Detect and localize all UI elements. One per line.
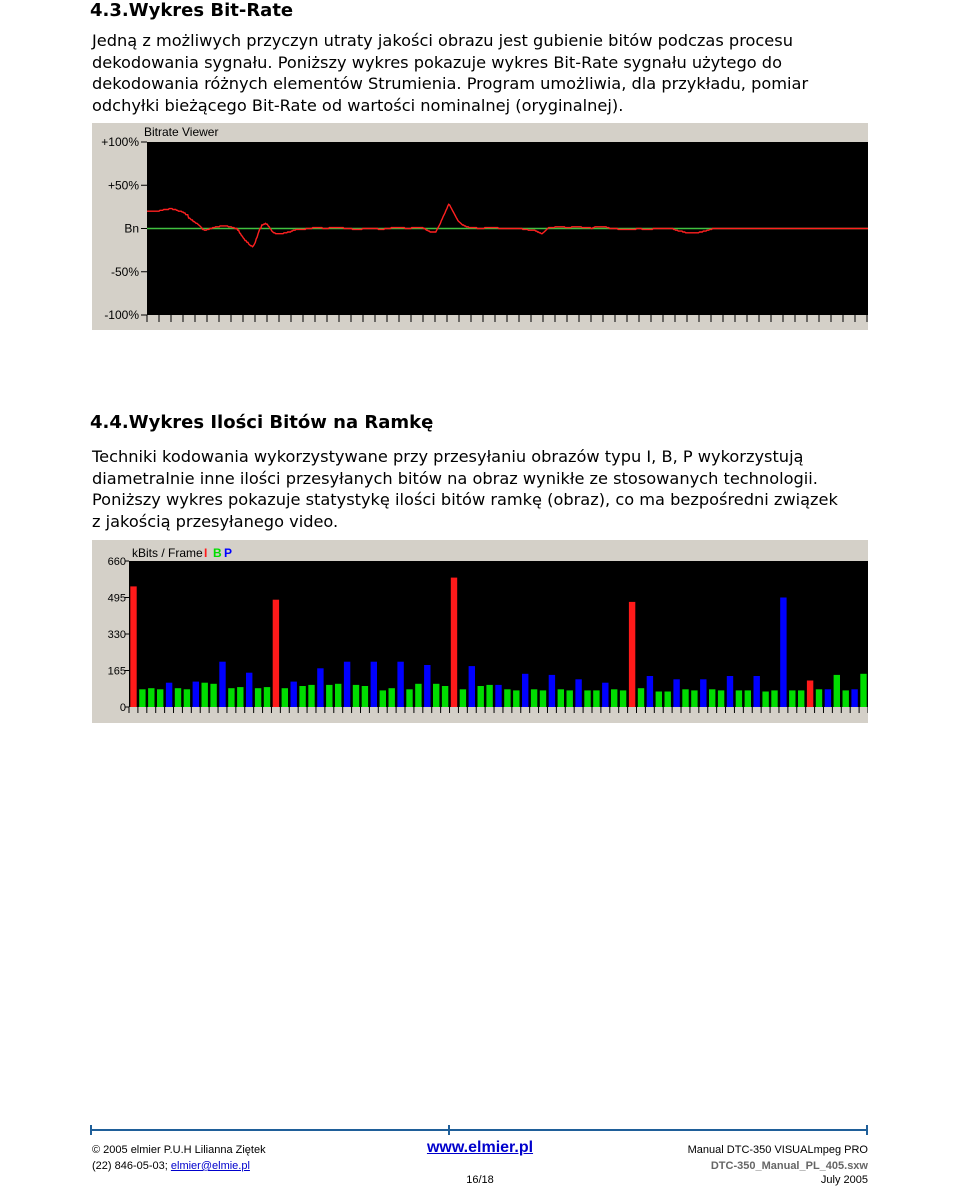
bar-B <box>486 685 492 707</box>
bar-B <box>353 685 359 707</box>
bar-B <box>442 686 448 707</box>
bar-P <box>371 662 377 707</box>
y-tick-label: 330 <box>107 629 126 641</box>
bar-B <box>433 684 439 707</box>
bar-B <box>860 674 866 707</box>
bar-B <box>157 689 163 707</box>
paragraph-bitrate <box>92 30 870 116</box>
y-tick-label: Bn <box>124 221 139 236</box>
bar-B <box>335 684 341 707</box>
bar-P <box>522 674 528 707</box>
bar-B <box>567 690 573 707</box>
y-tick-label: -50% <box>110 264 139 279</box>
bar-P <box>495 685 501 707</box>
bar-B <box>718 690 724 707</box>
footer-contact <box>92 1160 250 1172</box>
bar-B <box>139 689 145 707</box>
footer-rule-tick <box>866 1125 868 1135</box>
bar-P <box>291 682 297 707</box>
footer-manual-title: Manual DTC-350 VISUALmpeg PRO <box>687 1144 868 1156</box>
bar-I <box>273 600 279 707</box>
legend-B: B <box>213 546 222 560</box>
bar-P <box>780 598 786 708</box>
bar-P <box>317 668 323 707</box>
bar-B <box>513 690 519 707</box>
legend-P: P <box>224 546 233 560</box>
y-tick-label: -100% <box>104 308 139 322</box>
bar-B <box>531 689 537 707</box>
bar-I <box>807 681 813 708</box>
bar-B <box>326 685 332 707</box>
bar-B <box>282 688 288 707</box>
paragraph-frame-bits <box>92 446 870 532</box>
paragraph-line: odchyłki bieżącego Bit-Rate od wartości nominalnej (oryginalnej). <box>92 95 624 115</box>
bar-B <box>656 692 662 708</box>
bar-B <box>175 688 181 707</box>
bar-B <box>237 687 243 707</box>
bar-B <box>228 688 234 707</box>
bar-B <box>843 690 849 707</box>
bar-B <box>798 690 804 707</box>
bar-P <box>575 679 581 707</box>
bar-B <box>638 688 644 707</box>
bitrate-chart <box>92 123 868 330</box>
bar-I <box>130 586 136 707</box>
bar-P <box>193 682 199 707</box>
bar-B <box>558 689 564 707</box>
bar-P <box>673 679 679 707</box>
chart-title: Bitrate Viewer <box>144 125 219 139</box>
bar-P <box>397 662 403 707</box>
bar-B <box>264 687 270 707</box>
footer-rule-tick <box>90 1125 92 1135</box>
paragraph-line: dekodowania sygnału. Poniższy wykres pokazuje wykres Bit-Rate sygnału użytego do <box>92 52 782 72</box>
bar-B <box>540 690 546 707</box>
footer-copyright: © 2005 elmier P.U.H Lilianna Ziętek <box>92 1144 266 1156</box>
bar-P <box>469 666 475 707</box>
bar-B <box>771 690 777 707</box>
footer-rule <box>90 1129 868 1131</box>
bar-B <box>202 683 208 707</box>
footer-phone: (22) 846-05-03; <box>92 1160 171 1172</box>
footer-date: July 2005 <box>820 1174 868 1186</box>
bar-B <box>406 689 412 707</box>
bar-B <box>691 690 697 707</box>
paragraph-line: Poniższy wykres pokazuje statystykę ilości bitów ramkę (obraz), co ma bezpośredni związek <box>92 490 838 509</box>
bar-B <box>682 689 688 707</box>
paragraph-line: Jedną z możliwych przyczyn utraty jakości obrazu jest gubienie bitów podczas procesu <box>92 31 793 50</box>
bar-B <box>184 689 190 707</box>
kbits-frame-figure <box>92 540 868 723</box>
footer-file-name: DTC-350_Manual_PL_405.sxw <box>710 1160 868 1172</box>
bar-P <box>700 679 706 707</box>
bar-B <box>620 690 626 707</box>
y-tick-label: 660 <box>107 556 126 568</box>
paragraph-line: dekodowania różnych elementów Strumienia. Program umożliwia, dla przykładu, pomiar <box>92 74 809 93</box>
bar-B <box>415 684 421 707</box>
chart-title: kBits / Frame <box>132 546 203 560</box>
y-tick-label: 0 <box>119 702 126 714</box>
paragraph-line: z jakością przesyłanego video. <box>92 511 339 531</box>
bar-B <box>362 686 368 707</box>
y-tick-label: 495 <box>107 592 126 605</box>
paragraph-line: Techniki kodowania wykorzystywane przy przesyłaniu obrazów typu I, B, P wykorzystują <box>92 447 804 466</box>
bar-B <box>709 689 715 707</box>
bitrate-viewer-figure <box>92 123 868 330</box>
bar-B <box>389 688 395 707</box>
y-tick-label: 165 <box>107 665 126 678</box>
bar-I <box>451 578 457 707</box>
bar-B <box>255 688 261 707</box>
footer-page-number: 16/18 <box>466 1174 494 1186</box>
bar-P <box>166 683 172 707</box>
bar-P <box>246 673 252 707</box>
bar-B <box>593 690 599 707</box>
bar-B <box>584 690 590 707</box>
bar-B <box>816 689 822 707</box>
bar-B <box>789 690 795 707</box>
bar-P <box>344 662 350 707</box>
footer-website-link[interactable]: www.elmier.pl <box>426 1139 534 1156</box>
bar-B <box>504 689 510 707</box>
paragraph-line: diametralnie inne ilości przesyłanych bitów na obraz wynikłe ze stosowanych technologii. <box>92 468 818 488</box>
bar-B <box>834 675 840 707</box>
section-heading-bitrate: 4.3.Wykres Bit-Rate <box>90 0 294 21</box>
footer-rule-tick <box>448 1125 450 1135</box>
bar-P <box>219 662 225 707</box>
bar-B <box>611 689 617 707</box>
bar-P <box>825 689 831 707</box>
bar-P <box>602 683 608 707</box>
bar-P <box>754 676 760 707</box>
bar-B <box>210 684 216 707</box>
legend-I: I <box>204 546 208 560</box>
bar-B <box>308 685 314 707</box>
bar-B <box>460 689 466 707</box>
bar-B <box>736 690 742 707</box>
bar-B <box>745 690 751 707</box>
bar-B <box>148 688 154 707</box>
bar-B <box>478 686 484 707</box>
footer-email-link[interactable]: elmier@elmie.pl <box>170 1160 250 1172</box>
kbits-chart <box>92 540 868 723</box>
bar-P <box>424 665 430 707</box>
bar-P <box>727 676 733 707</box>
y-tick-label: +50% <box>107 178 139 193</box>
bar-I <box>629 602 635 707</box>
section-heading-frame-bits: 4.4.Wykres Ilości Bitów na Ramkę <box>90 412 434 433</box>
bar-B <box>299 686 305 707</box>
bar-P <box>851 689 857 707</box>
bar-B <box>665 692 671 708</box>
bar-P <box>647 676 653 707</box>
bar-P <box>549 675 555 707</box>
y-tick-label: +100% <box>101 135 139 149</box>
bar-B <box>762 692 768 708</box>
bar-B <box>380 690 386 707</box>
